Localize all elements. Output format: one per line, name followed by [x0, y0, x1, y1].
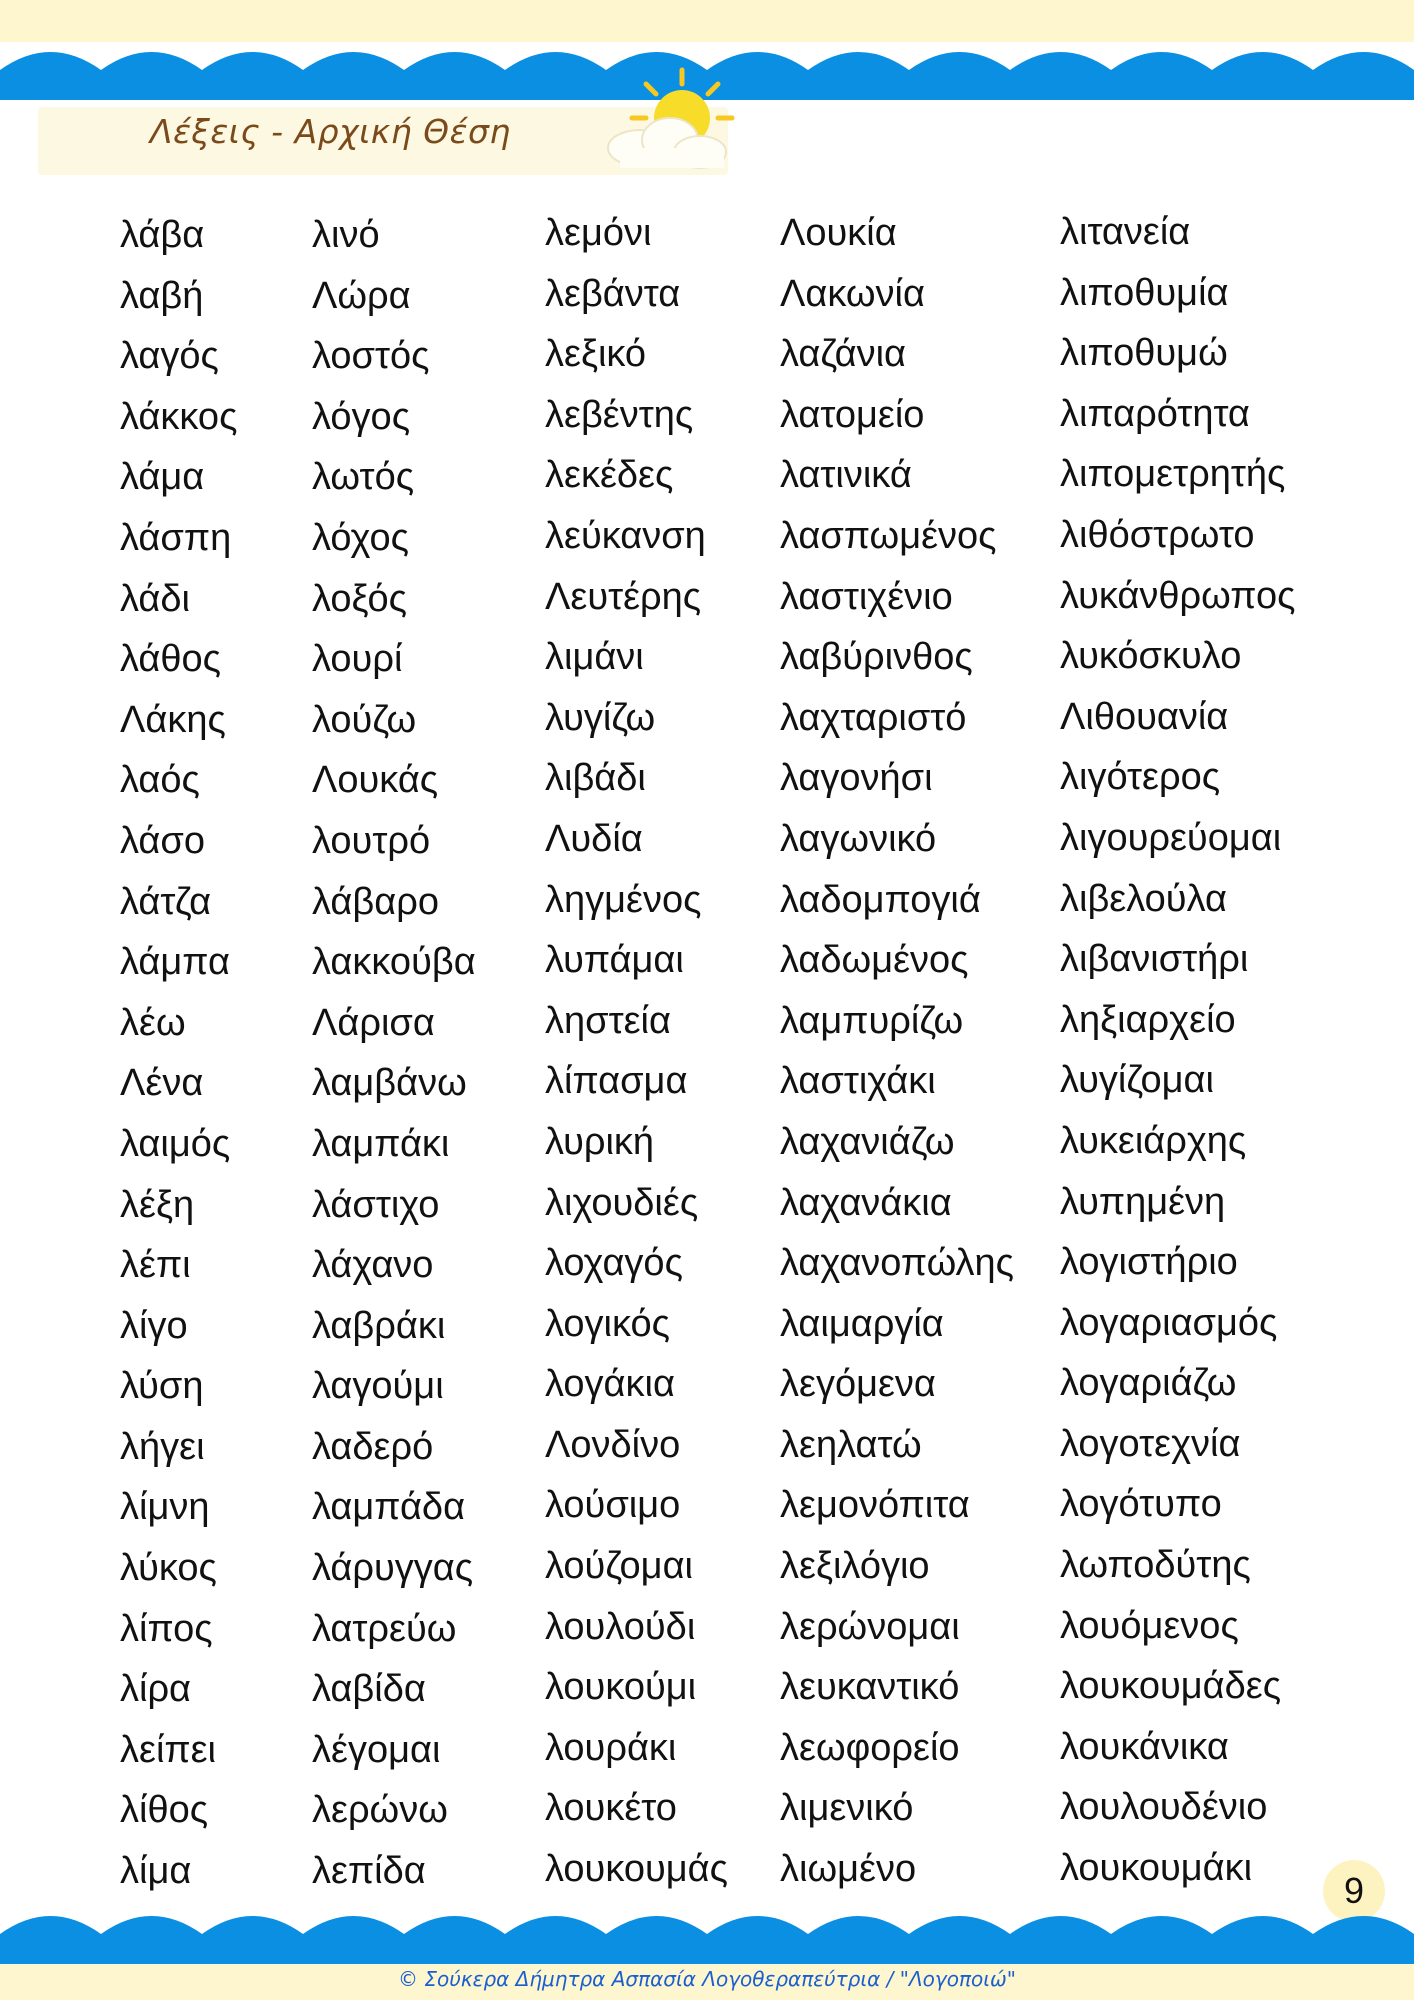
- word-item: λιμάνι: [545, 636, 644, 679]
- word-item: λεωφορείο: [780, 1726, 960, 1769]
- word-item: Λυδία: [545, 817, 643, 860]
- word-item: λαμπυρίζω: [780, 999, 964, 1042]
- word-column-2: [312, 205, 476, 1902]
- word-item: λουκουμάκι: [1060, 1847, 1253, 1890]
- word-item: λαγονήσι: [780, 757, 933, 800]
- top-band: [0, 0, 1414, 42]
- word-item: λοστός: [312, 335, 430, 378]
- word-item: λιπαρότητα: [1060, 392, 1250, 435]
- word-item: λογιστήριο: [1060, 1241, 1238, 1284]
- word-item: λακκούβα: [312, 941, 476, 984]
- word-item: λουόμενος: [1060, 1604, 1239, 1647]
- word-item: Λένα: [120, 1062, 204, 1105]
- word-item: λιποθυμία: [1060, 271, 1229, 314]
- word-item: λυκόσκυλο: [1060, 635, 1242, 678]
- page-number: 9: [1323, 1860, 1385, 1922]
- word-item: Λώρα: [312, 274, 411, 317]
- word-item: λίπος: [120, 1607, 213, 1650]
- word-item: λέξη: [120, 1183, 195, 1226]
- word-item: λεξικό: [545, 333, 647, 376]
- word-item: λουλούδι: [545, 1605, 696, 1648]
- word-item: Λάκης: [120, 698, 226, 741]
- word-item: λογάκια: [545, 1363, 675, 1406]
- word-item: λευκαντικό: [780, 1666, 960, 1709]
- word-item: ληστεία: [545, 999, 671, 1042]
- word-item: λάβαρο: [312, 880, 439, 923]
- footer-credit: [0, 1967, 1414, 1991]
- word-item: λάθος: [120, 638, 221, 681]
- word-item: λύση: [120, 1365, 204, 1408]
- word-item: λάσπη: [120, 516, 232, 559]
- word-item: λάτζα: [120, 880, 212, 923]
- word-item: λάμπα: [120, 941, 230, 984]
- word-item: λαχταριστό: [780, 696, 967, 739]
- word-item: λούσιμο: [545, 1484, 681, 1527]
- word-item: Λονδίνο: [545, 1423, 681, 1466]
- word-item: λουτρό: [312, 819, 431, 862]
- sun-cloud-decoration: [560, 60, 760, 200]
- word-item: λυκειάρχης: [1060, 1119, 1247, 1162]
- word-item: λόγος: [312, 395, 411, 438]
- word-item: λυγίζομαι: [1060, 1059, 1214, 1102]
- word-item: λαγωνικό: [780, 817, 937, 860]
- word-item: λιχουδιές: [545, 1181, 699, 1224]
- word-item: λεγόμενα: [780, 1363, 936, 1406]
- word-item: λεβάντα: [545, 272, 681, 315]
- word-item: λαιμός: [120, 1122, 231, 1165]
- word-item: λογαριάζω: [1060, 1362, 1237, 1405]
- word-item: λογικός: [545, 1302, 670, 1345]
- word-item: λαστιχάκι: [780, 1060, 936, 1103]
- word-item: λυγίζω: [545, 696, 656, 739]
- word-item: λάσο: [120, 819, 205, 862]
- word-item: λινό: [312, 214, 380, 256]
- word-item: λατομείο: [780, 393, 925, 436]
- word-item: λάρυγγας: [312, 1547, 474, 1590]
- word-item: λίθος: [120, 1789, 209, 1832]
- word-item: λαζάνια: [780, 333, 906, 376]
- word-item: λίμνη: [120, 1486, 210, 1529]
- word-item: λερώνω: [312, 1789, 448, 1832]
- word-column-4: [780, 203, 1014, 1900]
- word-item: λουκέτο: [545, 1787, 677, 1830]
- word-item: λωτός: [312, 456, 415, 499]
- word-item: λαός: [120, 759, 200, 802]
- word-item: λογοτεχνία: [1060, 1422, 1241, 1465]
- word-item: λαμπάκι: [312, 1122, 450, 1165]
- word-item: λίγο: [120, 1304, 188, 1347]
- word-item: λαβή: [120, 274, 204, 317]
- word-item: λυκάνθρωπος: [1060, 574, 1296, 617]
- word-item: λιβάδι: [545, 757, 646, 800]
- word-item: λάχανο: [312, 1244, 434, 1287]
- word-item: λήγει: [120, 1425, 205, 1468]
- word-item: λαμβάνω: [312, 1062, 467, 1105]
- word-item: λογαριασμός: [1060, 1301, 1278, 1344]
- word-item: λεβέντης: [545, 393, 694, 436]
- word-item: λαβράκι: [312, 1304, 446, 1347]
- word-item: λεύκανση: [545, 514, 706, 557]
- word-item: ληξιαρχείο: [1060, 998, 1236, 1041]
- word-item: λυπάμαι: [545, 939, 684, 982]
- word-item: λίρα: [120, 1668, 192, 1711]
- word-item: λοξός: [312, 577, 407, 620]
- word-item: λέγομαι: [312, 1728, 441, 1771]
- word-item: Λάρισα: [312, 1001, 435, 1044]
- word-item: λαιμαργία: [780, 1302, 944, 1345]
- word-item: λουλουδένιο: [1060, 1786, 1268, 1829]
- word-item: λουκάνικα: [1060, 1725, 1229, 1768]
- word-item: Λουκάς: [312, 759, 439, 802]
- copyright-icon: ©: [398, 1967, 419, 1991]
- word-item: λαγός: [120, 335, 219, 378]
- word-item: λαβύρινθος: [780, 636, 973, 679]
- word-item: λιτανεία: [1060, 211, 1191, 253]
- word-item: λαχανάκια: [780, 1181, 952, 1224]
- word-item: λαβίδα: [312, 1668, 426, 1711]
- word-item: λεμονόπιτα: [780, 1484, 970, 1527]
- word-column-3: [545, 203, 728, 1900]
- word-item: λίπασμα: [545, 1060, 688, 1103]
- word-column-5: [1060, 202, 1295, 1899]
- word-item: λάστιχο: [312, 1183, 440, 1226]
- word-item: λιποθυμώ: [1060, 332, 1228, 375]
- word-item: λείπει: [120, 1728, 216, 1771]
- word-item: λαδωμένος: [780, 939, 969, 982]
- word-item: Λιθουανία: [1060, 695, 1229, 738]
- word-item: λάκκος: [120, 395, 238, 438]
- word-item: λαμπάδα: [312, 1486, 466, 1529]
- word-item: λουκουμάς: [545, 1848, 728, 1891]
- word-item: λαχανοπώλης: [780, 1242, 1014, 1285]
- word-item: λαγούμι: [312, 1365, 444, 1408]
- word-item: λυρική: [545, 1120, 655, 1163]
- word-item: λατρεύω: [312, 1607, 457, 1650]
- word-item: λύκος: [120, 1547, 217, 1590]
- word-item: λασπωμένος: [780, 514, 997, 557]
- word-item: λιγότερος: [1060, 756, 1221, 799]
- word-item: λεηλατώ: [780, 1423, 922, 1466]
- word-item: λόχος: [312, 516, 409, 559]
- word-item: λάβα: [120, 214, 205, 256]
- footer-credit-text: Σούκερα Δήμητρα Ασπασία Λογοθεραπεύτρια / "Λογοποιώ": [424, 1967, 1016, 1991]
- page-title: Λέξεις - Αρχική Θέση: [150, 112, 511, 151]
- word-item: λιγουρεύομαι: [1060, 816, 1282, 859]
- word-item: λατινικά: [780, 454, 912, 497]
- word-item: λουκούμι: [545, 1666, 697, 1709]
- word-item: λαδερό: [312, 1425, 434, 1468]
- word-item: Λακωνία: [780, 272, 925, 315]
- word-item: λερώνομαι: [780, 1605, 960, 1648]
- word-item: λιθόστρωτο: [1060, 513, 1255, 556]
- word-item: λούζω: [312, 698, 417, 741]
- word-item: λιπομετρητής: [1060, 453, 1286, 496]
- word-item: λεξιλόγιο: [780, 1545, 930, 1588]
- word-item: λάμα: [120, 456, 205, 499]
- word-item: λουράκι: [545, 1726, 677, 1769]
- word-item: λουρί: [312, 638, 403, 681]
- word-item: λιωμένο: [780, 1848, 917, 1891]
- word-item: λούζομαι: [545, 1545, 693, 1588]
- word-item: λαχανιάζω: [780, 1120, 955, 1163]
- word-item: λέπι: [120, 1244, 191, 1287]
- word-item: λάδι: [120, 577, 190, 620]
- word-item: Λευτέρης: [545, 575, 702, 618]
- word-item: λεκέδες: [545, 454, 674, 497]
- word-item: λαδομπογιά: [780, 878, 981, 921]
- word-item: λέω: [120, 1001, 186, 1044]
- word-item: Λουκία: [780, 212, 897, 254]
- word-item: λεπίδα: [312, 1850, 426, 1893]
- word-item: λυπημένη: [1060, 1180, 1226, 1223]
- word-item: λουκουμάδες: [1060, 1665, 1282, 1708]
- word-item: ληγμένος: [545, 878, 702, 921]
- word-item: λιβελούλα: [1060, 877, 1227, 920]
- bottom-wave-border: [0, 1904, 1414, 1964]
- word-item: λεμόνι: [545, 212, 652, 254]
- word-item: λιμενικό: [780, 1787, 914, 1830]
- word-item: λωποδύτης: [1060, 1544, 1251, 1587]
- word-column-1: [120, 205, 237, 1902]
- word-item: λιβανιστήρι: [1060, 938, 1249, 981]
- word-item: λογότυπο: [1060, 1483, 1222, 1526]
- word-item: λαστιχένιο: [780, 575, 953, 618]
- word-item: λοχαγός: [545, 1242, 683, 1285]
- word-item: λίμα: [120, 1850, 192, 1893]
